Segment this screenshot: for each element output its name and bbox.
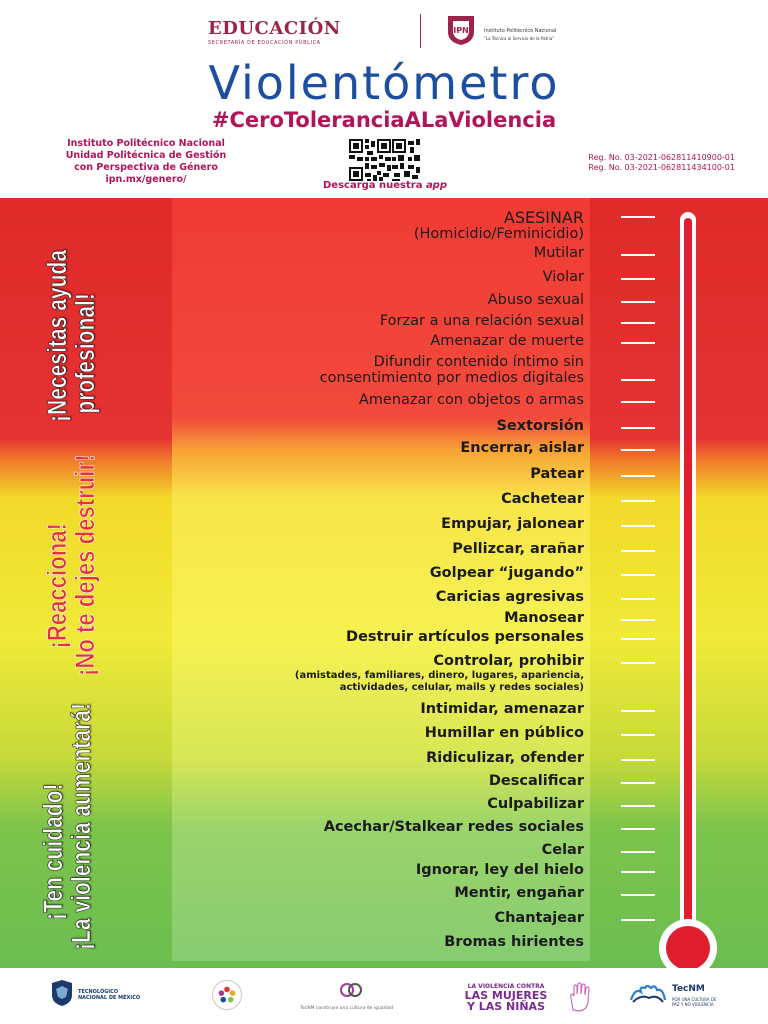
download-app-label: Descarga nuestra app [322,180,448,191]
thermometer-tick [621,574,655,576]
raised-hand-icon [563,982,597,1012]
hashtag: #CeroToleranciaALaViolencia [211,108,557,132]
gender-circle-icon [212,980,242,1010]
meter-item: Caricias agresivas [435,589,584,605]
thermometer-tick [621,894,655,896]
thermometer-tick [621,638,655,640]
thermometer-tick [621,805,655,807]
education-title: EDUCACIÓN [208,18,341,39]
thermometer-tick [621,427,655,429]
meter-item: Encerrar, aislar [460,440,584,456]
meter-item: Intimidar, amenazar [420,701,584,717]
thermometer-tick [621,322,655,324]
thermometer-tick [621,379,655,381]
thermometer-tick [621,254,655,256]
violencia-campaign: LA VIOLENCIA CONTRA LAS MUJERES Y LAS NIÑAS [464,983,548,1013]
thermometer-tick [621,782,655,784]
tecnm-logo-text: TECNOLÓGICO NACIONAL DE MÉXICO [78,989,141,1001]
igualdad-text: TecNM construye una cultura de igualdad [300,1006,394,1011]
meter-item: Descalificar [488,773,584,789]
registration-number-2: Reg. No. 03-2021-062811434100-01 [588,163,735,172]
ipn-motto: "La Técnica al Servicio de la Patria" [484,36,555,41]
meter-item: Abuso sexual [487,292,584,308]
meter-item: Bromas hirientes [444,934,584,950]
thermometer-bulb-fill [666,926,710,970]
header [0,0,768,198]
meter-item: Forzar a una relación sexual [379,313,584,329]
meter-item: Ridiculizar, ofender [426,750,584,766]
thermometer-tick [621,401,655,403]
meter-item: Acechar/Stalkear redes sociales [323,819,584,835]
meter-item: Empujar, jalonear [441,516,584,532]
meter-item: ASESINAR [503,208,584,227]
meter-item: Cachetear [501,491,584,507]
meter-item: Violar [542,269,584,285]
meter-item: Amenazar con objetos o armas [358,392,584,408]
meter-item: Humillar en público [424,725,584,741]
tecnm-label: TecNM [672,984,705,994]
meter-item: Ignorar, ley del hielo [415,862,584,878]
thermometer-tick [621,449,655,451]
thermometer-tick [621,301,655,303]
meter-item-detail: actividades, celular, mails y redes sociales) [339,682,584,693]
org-line-3: con Perspectiva de Género [74,162,218,173]
meter-item: Culpabilizar [487,796,584,812]
meter-item-detail: (amistades, familiares, dinero, lugares, apariencia, [294,670,584,681]
meter-item: Sextorsión [496,418,584,434]
thermometer-tick [621,525,655,527]
ipn-shield-icon [446,14,476,46]
education-subtitle: SECRETARÍA DE EDUCACIÓN PÚBLICA [208,40,321,46]
organization-info [26,138,266,186]
header-divider [420,14,421,48]
warning-green-zone: ¡Ten cuidado! ¡La violencia aumentará! [38,703,96,950]
thermometer-tick [621,598,655,600]
thermometer-tick [621,851,655,853]
qr-code-icon[interactable] [349,139,391,181]
qr-code-icon[interactable] [392,139,420,181]
org-url[interactable]: ipn.mx/genero/ [105,174,187,185]
page-title: Violentómetro [208,56,560,110]
meter-item: (Homicidio/Feminicidio) [413,226,584,242]
thermometer-tick [621,500,655,502]
ipn-name: Instituto Politécnico Nacional [484,28,557,34]
thermometer-tick [621,619,655,621]
meter-item: Chantajear [494,910,584,926]
meter-item: Mutilar [533,245,584,261]
meter-item: Controlar, prohibir [433,653,584,669]
thermometer-tick [621,828,655,830]
tecnm-subtitle: POR UNA CULTURA DE PAZ Y NO VIOLENCIA [672,997,717,1007]
meter-item: Pellizcar, arañar [452,541,584,557]
thermometer-tick [621,662,655,664]
meter-item: Difundir contenido íntimo sin [373,354,584,370]
org-line-1: Instituto Politécnico Nacional [67,138,225,149]
thermometer-tick [621,278,655,280]
thermometer-mercury [684,218,692,944]
thermometer-tick [621,759,655,761]
meter-item: Golpear “jugando” [429,565,584,581]
svg-text:IPN: IPN [453,26,469,35]
thermometer-tick [621,871,655,873]
org-line-2: Unidad Politécnica de Gestión [65,150,227,161]
thermometer-tick [621,550,655,552]
tecnm-hands-icon [627,982,669,1004]
meter-item: consentimiento por medios digitales [319,370,584,386]
meter-item: Celar [541,842,584,858]
thermometer-tick [621,216,655,218]
warning-red-zone: ¡Necesitas ayuda profesional! [42,249,100,422]
thermometer-tick [621,734,655,736]
meter-item: Amenazar de muerte [430,333,584,349]
thermometer-tick [621,475,655,477]
thermometer-tick [621,919,655,921]
meter-item: Mentir, engañar [454,885,584,901]
tecnm-eagle-icon [50,979,74,1007]
meter-item: Patear [530,466,584,482]
thermometer-tick [621,710,655,712]
registration-number-1: Reg. No. 03-2021-062811410900-01 [588,153,735,162]
equality-icon [338,980,364,1000]
app-word: app [425,180,448,191]
meter-item: Destruir artículos personales [346,629,584,645]
thermometer-tick [621,342,655,344]
meter-item: Manosear [504,610,584,626]
warning-yellow-zone: ¡Reacciona! ¡No te dejes destruir! [42,454,100,676]
